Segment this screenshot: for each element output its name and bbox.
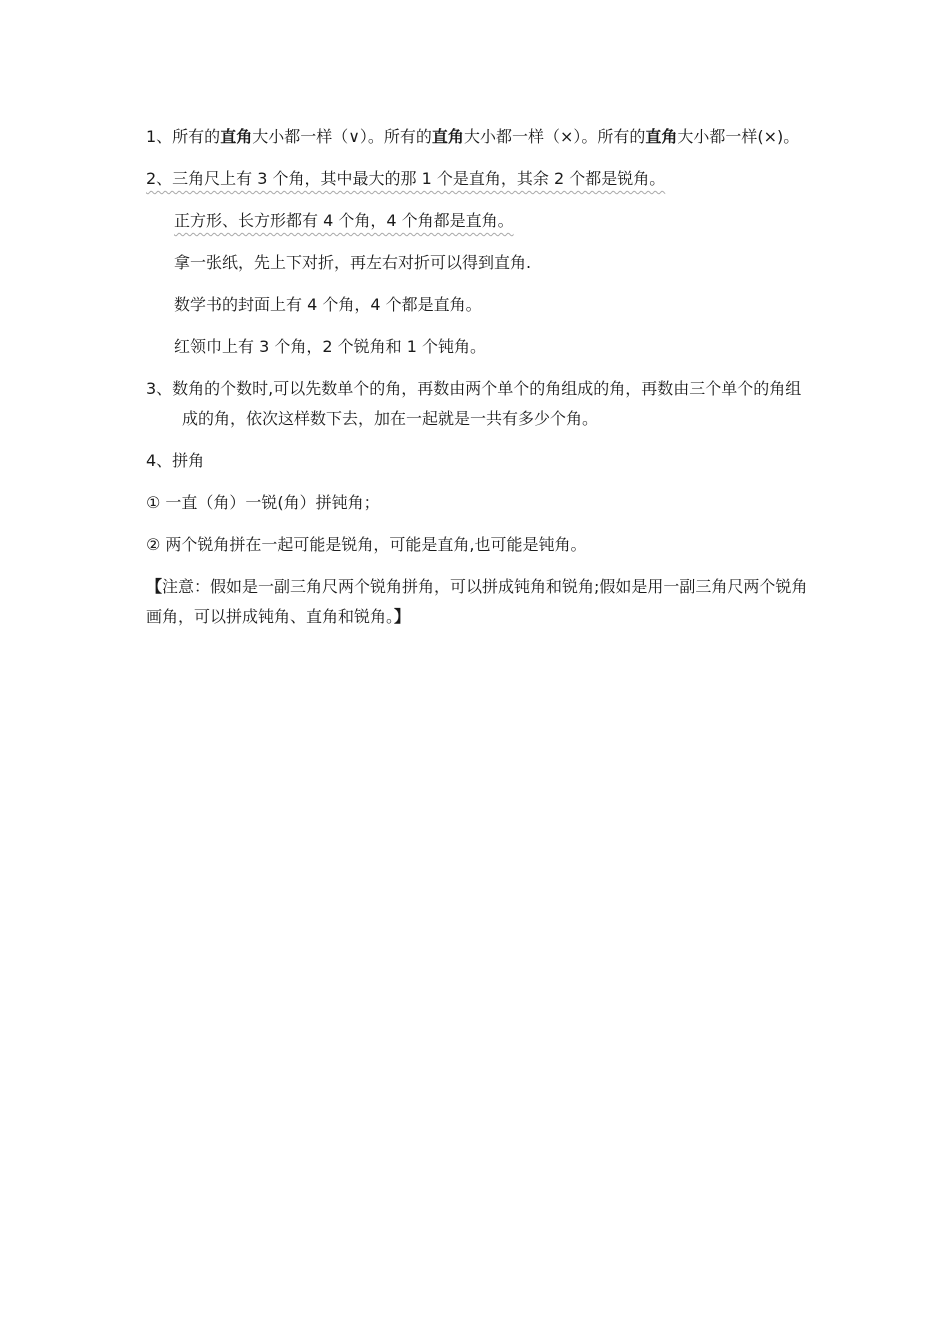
point-1 <box>146 122 810 152</box>
point-2-line-4: 数学书的封面上有 4 个角，4 个都是直角。 <box>174 295 482 314</box>
point-2-line-5: 红领巾上有 3 个角，2 个锐角和 1 个钝角。 <box>174 337 486 356</box>
point-4-heading: 4、拼角 <box>146 451 205 470</box>
note-text: 注意：假如是一副三角尺两个锐角拼角，可以拼成钝角和锐角;假如是用一副三角尺两个锐角画角，可以拼成钝角、直角和锐角。 <box>146 577 808 626</box>
point-2-line-2 <box>146 206 810 236</box>
point-1-text-e: 大小都一样（×）。所有的 <box>463 127 646 146</box>
point-2-line-1 <box>146 164 810 194</box>
point-4-item-2: ② 两个锐角拼在一起可能是锐角，可能是直角,也可能是钝角。 <box>146 535 587 554</box>
point-3: 3、数角的个数时,可以先数单个的角，再数由两个单个的角组成的角，再数由三个单个的角组成的角，依次这样数下去，加在一起就是一共有多少个角。 <box>146 379 802 428</box>
point-1-text-a: 1、所有的 <box>146 127 221 146</box>
note-close-bracket: 】 <box>394 607 411 626</box>
point-1-text-g: 大小都一样(×)。 <box>677 127 800 146</box>
point-4-item-1: ① 一直（角）一锐(角）拼钝角； <box>146 493 380 512</box>
point-1-bold-term-2: 直角 <box>431 127 464 146</box>
note-paragraph <box>146 572 810 632</box>
point-1-text-c: 大小都一样（∨）。所有的 <box>252 127 432 146</box>
point-2-line-3: 拿一张纸，先上下对折，再左右对折可以得到直角. <box>174 253 532 272</box>
note-open-bracket: 【 <box>146 577 163 596</box>
point-2-line-2-text: 正方形、长方形都有 4 个角，4 个角都是直角。 <box>174 211 514 230</box>
point-2-line-1-text: 2、三角尺上有 3 个角，其中最大的那 1 个是直角，其余 2 个都是锐角。 <box>146 169 666 188</box>
document-body <box>146 122 810 644</box>
point-1-bold-term-3: 直角 <box>645 127 678 146</box>
point-1-bold-term-1: 直角 <box>220 127 253 146</box>
